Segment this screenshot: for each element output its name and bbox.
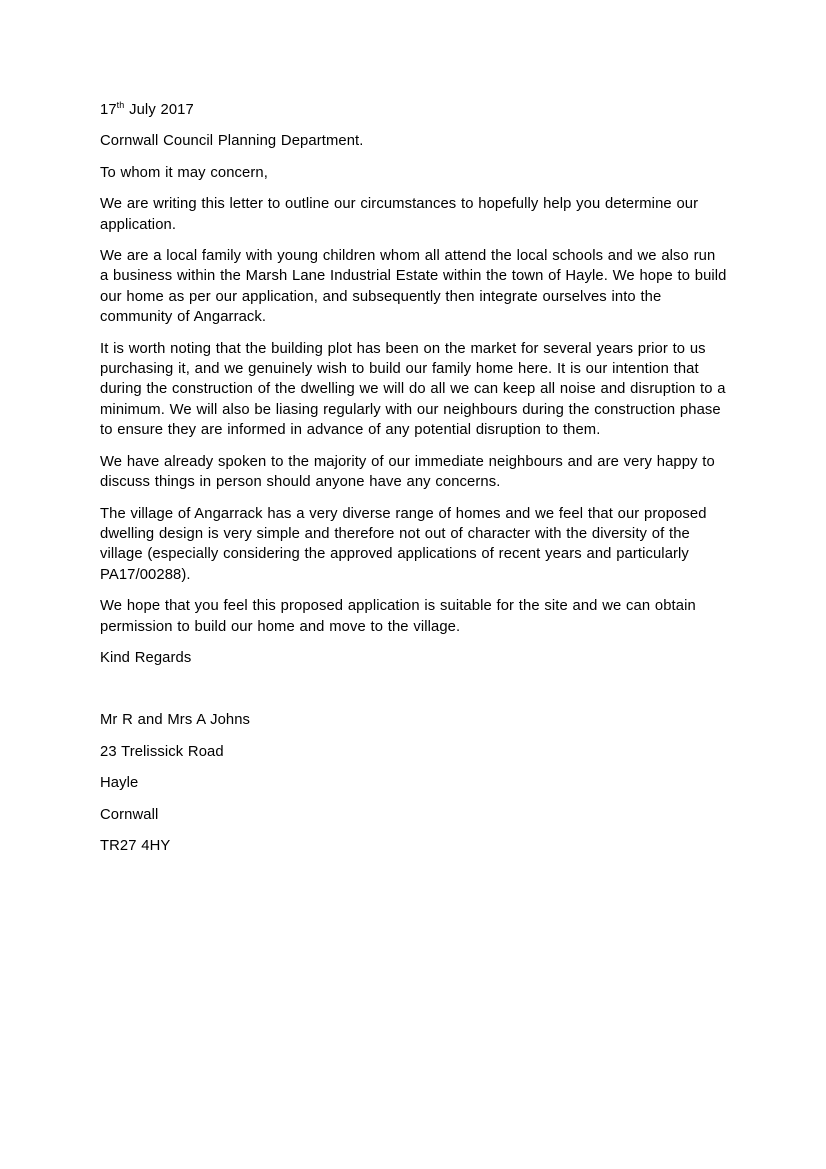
paragraph: We hope that you feel this proposed application is suitable for the site and we can obtain permission to build our home and move to the village. [100, 598, 696, 635]
signature-postcode: TR27 4HY [100, 837, 171, 854]
date-rest: July 2017 [124, 102, 194, 118]
paragraph: We are a local family with young children whom all attend the local schools and we also run a business within the Marsh Lane Industrial Estate within the town of Hayle. We hope to build our home as per our application, and subsequently then integrate ourselves into the community of Angarrack. [100, 248, 727, 326]
signature-name: Mr R and Mrs A Johns [100, 712, 251, 729]
signature-town: Hayle [100, 775, 139, 792]
recipient-line: Cornwall Council Planning Department. [100, 133, 364, 150]
signature-street: 23 Trelissick Road [100, 743, 224, 760]
paragraph: It is worth noting that the building plot has been on the market for several years prior to us purchasing it, and we genuinely wish to build our family home here. It is our intention that during the construction of the dwelling we will do all we can keep all noise and disruption to a minimum. We will also be liasing regularly with our neighbours during the construction phase to ensure they are informed in advance of any potential disruption to them. [100, 340, 726, 439]
paragraph: We are writing this letter to outline our circumstances to hopefully help you determine our application. [100, 196, 699, 233]
paragraph: We have already spoken to the majority of our immediate neighbours and are very happy to discuss things in person should anyone have any concerns. [100, 453, 715, 491]
signature-county: Cornwall [100, 806, 159, 823]
signature-space [100, 679, 728, 710]
letter-date [100, 100, 728, 120]
salutation-line: To whom it may concern, [100, 164, 268, 181]
paragraph: The village of Angarrack has a very diverse range of homes and we feel that our proposed dwelling design is very simple and therefore not out of character with the diversity of the village (especially considering the approved applications of recent years and particularly PA17/00288). [100, 505, 707, 583]
date-ordinal-suffix: th [116, 100, 125, 111]
closing-line: Kind Regards [100, 649, 192, 666]
date-day: 17 [100, 102, 117, 118]
